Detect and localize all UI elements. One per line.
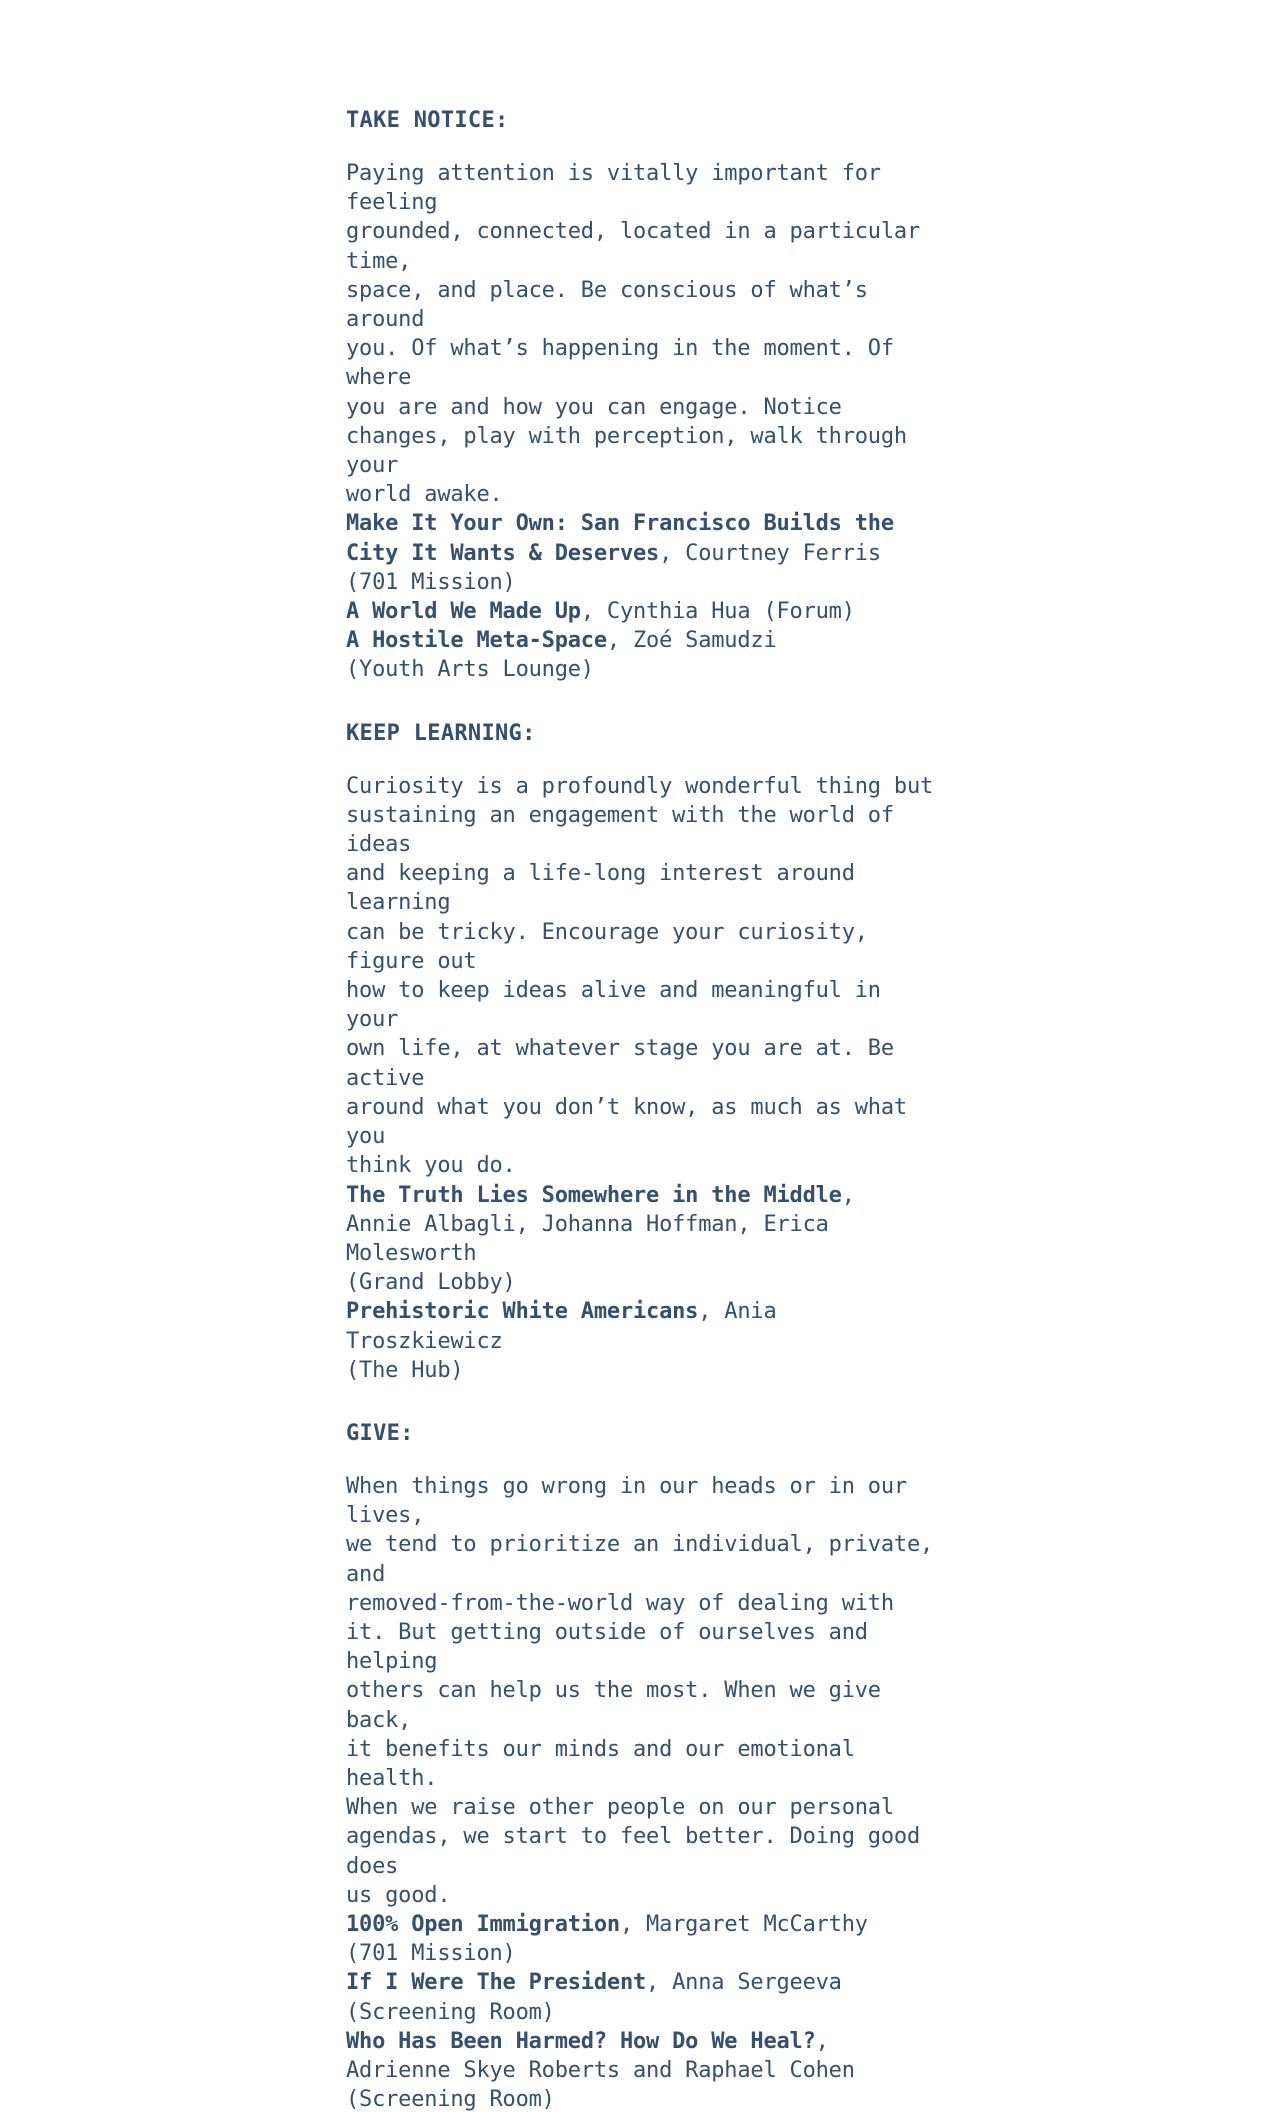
- work-item: [346, 509, 946, 597]
- section-intro: When things go wrong in our heads or in our lives, we tend to prioritize an individual, private, and removed-from-the-world way of dealing with it. But getting outside of ourselves and helping others can help us the most. When we give back, it benefits our minds and our emotional health. When we raise other people on our personal agendas, we start to feel better. Doing good does us good.: [346, 1473, 934, 1908]
- section-intro: Paying attention is vitally important for feeling grounded, connected, located in a particular time, space, and place. Be conscious of what’s around you. Of what’s happening in the moment. Of where you are and how you can engage. Notice changes, play with perception, walk through your world awake.: [346, 161, 920, 508]
- work-people: Adrienne Skye Roberts and Raphael Cohen: [346, 2057, 855, 2083]
- work-credit: , Anna Sergeeva: [646, 1970, 842, 1996]
- works-list: [346, 509, 946, 684]
- work-item: [346, 2027, 946, 2114]
- work-credit: ,: [815, 2028, 829, 2054]
- work-item: [346, 1910, 946, 1968]
- work-location: (Screening Room): [346, 1999, 555, 2025]
- work-title: A World We Made Up: [346, 599, 581, 625]
- section-keep-learning: [346, 719, 946, 1385]
- work-credit: , Margaret McCarthy: [619, 1911, 868, 1937]
- work-location: (701 Mission): [346, 1941, 516, 1967]
- work-title: Make It Your Own: San Francisco Builds the City It Wants & Deserves: [346, 511, 894, 566]
- work-credit: , Cynthia Hua (Forum): [580, 599, 855, 625]
- section-give: [346, 1419, 946, 2114]
- work-credit: , Zoé Samudzi: [606, 628, 777, 654]
- work-item: [346, 1968, 946, 2026]
- work-title: Who Has Been Harmed? How Do We Heal?: [346, 2028, 816, 2054]
- work-item: [346, 1297, 946, 1385]
- work-people: Annie Albagli, Johanna Hoffman, Erica Molesworth: [346, 1211, 829, 1266]
- work-credit: , Courtney Ferris: [659, 540, 881, 566]
- section-heading: GIVE:: [346, 1420, 414, 1446]
- work-item: [346, 626, 946, 684]
- work-location: (Screening Room): [346, 2087, 555, 2113]
- works-list: [346, 1181, 946, 1385]
- section-heading: KEEP LEARNING:: [346, 720, 536, 746]
- work-location: (Youth Arts Lounge): [346, 657, 594, 683]
- work-item: [346, 1181, 946, 1298]
- works-list: [346, 1910, 946, 2114]
- work-title: Prehistoric White Americans: [346, 1299, 699, 1325]
- work-title: A Hostile Meta-Space: [346, 628, 607, 654]
- work-title: The Truth Lies Somewhere in the Middle: [346, 1182, 842, 1208]
- work-credit: ,: [841, 1182, 855, 1208]
- work-location: (Grand Lobby): [346, 1270, 516, 1296]
- section-heading: TAKE NOTICE:: [346, 108, 509, 133]
- section-intro: Curiosity is a profoundly wonderful thing but sustaining an engagement with the world of ideas and keeping a life-long interest around learning can be tricky. Encourage your curiosity, figure out how to keep ideas alive and meaningful in your own life, at whatever stage you are at. Be active around what you don’t know, as much as what you think you do.: [346, 773, 934, 1179]
- work-location: (The Hub): [346, 1357, 464, 1383]
- section-take-notice: [346, 106, 946, 685]
- work-item: [346, 597, 946, 626]
- work-credit: , Ania Troszkiewicz: [346, 1299, 777, 1354]
- work-title: 100% Open Immigration: [346, 1911, 620, 1937]
- document-column: [346, 106, 946, 2114]
- work-location: (701 Mission): [346, 569, 516, 595]
- work-title: If I Were The President: [346, 1970, 647, 1996]
